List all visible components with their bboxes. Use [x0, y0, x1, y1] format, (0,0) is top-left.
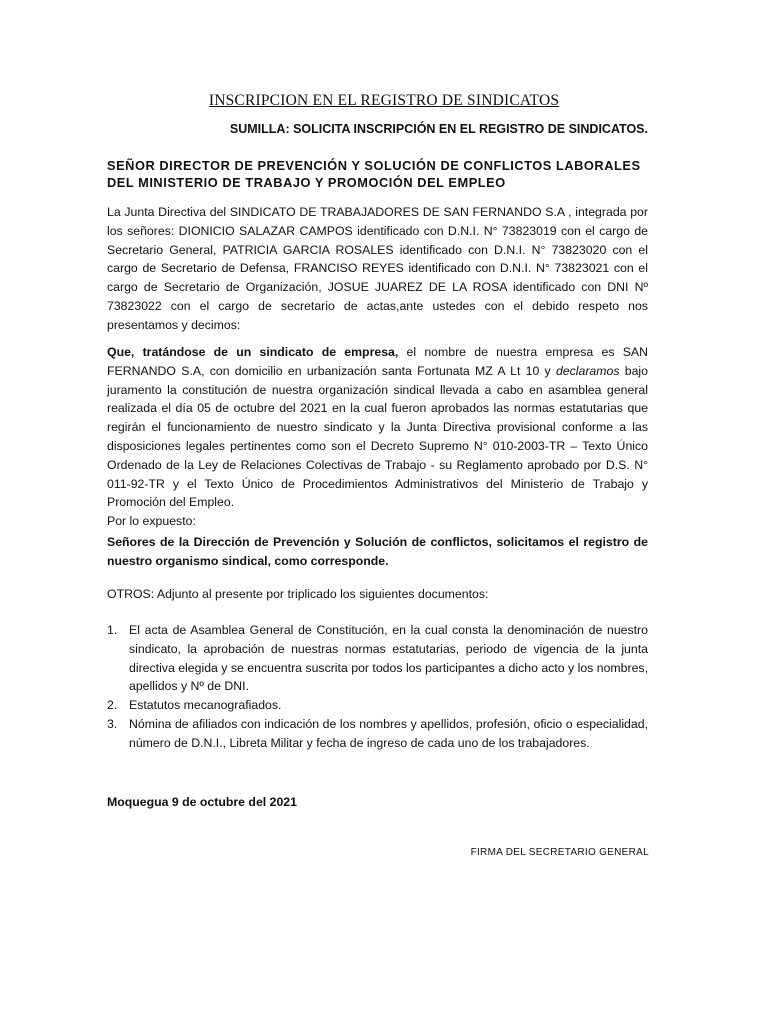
- list-item-number: 3.: [107, 716, 118, 731]
- list-item-text: Estatutos mecanografiados.: [129, 698, 282, 713]
- place-and-date: Moquegua 9 de octubre del 2021: [107, 795, 297, 809]
- declaration-italic: declaramos: [555, 363, 620, 378]
- list-item: [107, 621, 648, 696]
- list-item-number: 2.: [107, 698, 118, 713]
- addressee: [107, 157, 662, 191]
- declaration-text-b: bajo juramento la constitución de nuestra organización sindical llevada a cabo en asamblea general realizada el día 05 de octubre del 2021 en la cual fueron aprobados las normas estatutarias que regirán el funcionamiento de nuestro sindicato y la Junta Directiva provisional conforme a las disposiciones legales pertinentes como son el Decreto Supremo N° 010-2003-TR – Texto Único Ordenado de la Ley de Relaciones Colectivas de Trabajo - su Reglamento aprobado por D.S. N° 011-92-TR y el Texto Único de Procedimientos Administrativos del Ministerio de Trabajo y Promoción del Empleo.: [107, 363, 648, 510]
- paragraph-declaration: [107, 343, 648, 531]
- paragraph-request: Señores de la Dirección de Prevención y Solución de conflictos, solicitamos el registro de nuestro organismo sindical, como corresponde.: [107, 535, 648, 568]
- paragraph-introduction: La Junta Directiva del SINDICATO DE TRABAJADORES DE SAN FERNANDO S.A , integrada por los señores: DIONICIO SALAZAR CAMPOS identificado con D.N.I. N° 73823019 con el cargo de Secretario General, PATRICIA GARCIA ROSALES identificado con D.N.I. N° 73823020 con el cargo de Secretario de Defensa, FRANCISO REYES identificado con D.N.I. N° 73823021 con el cargo de Secretario de Organización, JOSUE JUAREZ DE LA ROSA identificado con DNI Nº 73823022 con el cargo de secretario de actas,ante ustedes con el debido respeto nos presentamos y decimos:: [107, 205, 648, 332]
- sumilla: SUMILLA: SOLICITA INSCRIPCIÓN EN EL REGISTRO DE SINDICATOS.: [229, 122, 648, 136]
- list-item-text: Nómina de afiliados con indicación de los nombres y apellidos, profesión, oficio o especialidad, número de D.N.I., Libreta Militar y fecha de ingreso de cada uno de los trabajadores.: [129, 716, 648, 750]
- signature-caption: FIRMA DEL SECRETARIO GENERAL: [470, 847, 649, 858]
- list-item: [107, 696, 648, 715]
- document-title: INSCRIPCION EN EL REGISTRO DE SINDICATOS: [208, 92, 560, 109]
- declaration-bold-lead: Que, tratándose de un sindicato de empresa,: [107, 345, 399, 359]
- list-item: [107, 715, 648, 753]
- declaration-text-a: el nombre de nuestra empresa es SAN FERNANDO S.A, con domicilio en urbanización santa Fortunata MZ A Lt 10 y: [107, 345, 648, 378]
- documents-list: [107, 621, 648, 753]
- addressee-line-1: SEÑOR DIRECTOR DE PREVENCIÓN Y SOLUCIÓN DE CONFLICTOS LABORALES: [107, 158, 641, 173]
- list-item-number: 1.: [107, 623, 118, 637]
- declaration-closing: Por lo expuesto:: [107, 514, 196, 529]
- addressee-line-2: DEL MINISTERIO DE TRABAJO Y PROMOCIÓN DEL EMPLEO: [107, 175, 506, 190]
- list-item-text: El acta de Asamblea General de Constitución, en la cual consta la denominación de nuestro sindicato, la aprobación de nuestras normas estatutarias, periodo de vigencia de la junta directiva elegida y se encuentra suscrita por todos los participantes a dicho acto y los nombres, apellidos y Nº de DNI.: [129, 623, 648, 694]
- paragraph-otros: OTROS: Adjunto al presente por triplicado los siguientes documentos:: [107, 587, 489, 601]
